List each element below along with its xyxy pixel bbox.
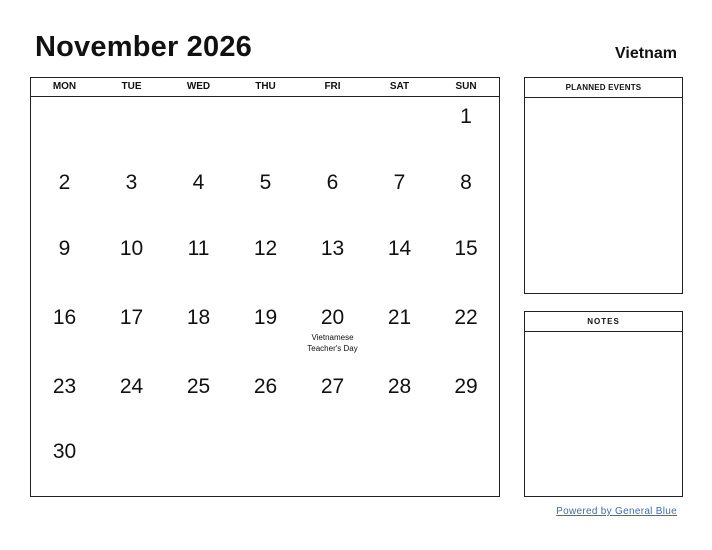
- day-cell: [366, 375, 433, 399]
- day-cell: [433, 306, 499, 354]
- day-cell: [433, 171, 499, 195]
- day-number: 14: [387, 237, 412, 260]
- day-number: 23: [52, 375, 77, 398]
- day-cell: [165, 171, 232, 195]
- day-cell: [232, 440, 299, 464]
- day-cell: [165, 375, 232, 399]
- holiday-label: [299, 332, 366, 354]
- week-row-2: [31, 171, 499, 195]
- day-cell: [165, 237, 232, 261]
- day-number: [299, 440, 366, 464]
- day-cell: [232, 237, 299, 261]
- day-number: [165, 440, 232, 464]
- notes-panel: [524, 311, 683, 497]
- day-cell: [31, 375, 98, 399]
- day-cell: [433, 375, 499, 399]
- day-cell: [98, 237, 165, 261]
- day-number: 7: [393, 171, 406, 194]
- day-cell: [98, 105, 165, 129]
- country-label: Vietnam: [615, 45, 677, 62]
- week-row-3: [31, 237, 499, 261]
- day-number: 12: [253, 237, 278, 260]
- week-row-6: [31, 440, 499, 464]
- day-number: 17: [119, 306, 144, 329]
- day-number: 3: [125, 171, 138, 194]
- day-number: [165, 105, 232, 129]
- calendar-grid: [30, 77, 500, 497]
- week-row-5: [31, 375, 499, 399]
- day-number: 15: [454, 237, 478, 260]
- day-number: [366, 105, 433, 129]
- week-row-4: [31, 306, 499, 354]
- day-cell: [165, 105, 232, 129]
- day-cell: [366, 105, 433, 129]
- day-number: 2: [58, 171, 71, 194]
- day-number: 24: [119, 375, 144, 398]
- day-cell: [232, 171, 299, 195]
- day-cell: [98, 171, 165, 195]
- day-number: 26: [253, 375, 278, 398]
- weekday-thu: THU: [255, 81, 276, 92]
- day-number: 13: [320, 237, 345, 260]
- day-cell: [299, 375, 366, 399]
- day-number: 30: [52, 440, 77, 463]
- day-number: 10: [119, 237, 144, 260]
- holiday-label-line-2: Teacher's Day: [307, 344, 358, 353]
- day-cell: [98, 375, 165, 399]
- day-cell: [366, 440, 433, 464]
- day-number: 16: [52, 306, 77, 329]
- planned-events-panel: [524, 77, 683, 294]
- day-cell: [98, 440, 165, 464]
- day-number: 28: [387, 375, 412, 398]
- day-number: [31, 105, 98, 129]
- day-cell: [98, 306, 165, 354]
- day-number: 6: [326, 171, 339, 194]
- day-number: 27: [320, 375, 345, 398]
- day-number: 1: [460, 105, 472, 128]
- planned-events-title: PLANNED EVENTS: [525, 78, 682, 98]
- weekday-sat: SAT: [389, 81, 410, 92]
- day-number: [366, 440, 433, 464]
- day-cell: [31, 105, 98, 129]
- day-cell: [299, 171, 366, 195]
- weekday-wed: WED: [186, 81, 211, 92]
- day-cell: [366, 171, 433, 195]
- day-cell: [232, 375, 299, 399]
- day-number: 19: [253, 306, 278, 329]
- day-number: 22: [454, 306, 478, 329]
- day-number: [98, 440, 165, 464]
- weekday-tue: TUE: [121, 81, 142, 92]
- day-number: 4: [192, 171, 205, 194]
- day-cell: [299, 105, 366, 129]
- holiday-label-line-1: Vietnamese: [311, 333, 354, 342]
- weekday-fri: FRI: [324, 81, 341, 92]
- week-row-1: [31, 105, 499, 129]
- day-number: 20: [320, 306, 345, 329]
- day-number: 5: [259, 171, 272, 194]
- day-number: 8: [460, 171, 472, 194]
- weekday-header: [31, 78, 499, 97]
- notes-title: NOTES: [525, 312, 682, 332]
- day-cell: [366, 237, 433, 261]
- day-number: 25: [186, 375, 211, 398]
- day-cell: [366, 306, 433, 354]
- day-number: [299, 105, 366, 129]
- day-cell: [433, 237, 499, 261]
- powered-by-link[interactable]: Powered by General Blue: [556, 506, 677, 517]
- page-title: November 2026: [35, 31, 252, 63]
- day-number: 29: [454, 375, 478, 398]
- day-number: 21: [387, 306, 412, 329]
- day-cell: [165, 306, 232, 354]
- day-cell: [433, 105, 499, 129]
- day-cell: [299, 440, 366, 464]
- day-cell-holiday: [299, 306, 366, 354]
- day-cell: [31, 171, 98, 195]
- day-cell: [232, 105, 299, 129]
- day-number: [98, 105, 165, 129]
- day-cell: [433, 440, 499, 464]
- day-cell: [31, 440, 98, 464]
- day-number: [433, 440, 499, 464]
- day-cell: [299, 237, 366, 261]
- day-number: 11: [187, 237, 210, 260]
- day-number: 18: [186, 306, 211, 329]
- day-number: 9: [58, 237, 71, 260]
- day-number: [232, 105, 299, 129]
- weekday-sun: SUN: [455, 81, 477, 92]
- day-cell: [31, 237, 98, 261]
- day-cell: [31, 306, 98, 354]
- day-cell: [165, 440, 232, 464]
- day-number: [232, 440, 299, 464]
- day-cell: [232, 306, 299, 354]
- weekday-mon: MON: [52, 81, 77, 92]
